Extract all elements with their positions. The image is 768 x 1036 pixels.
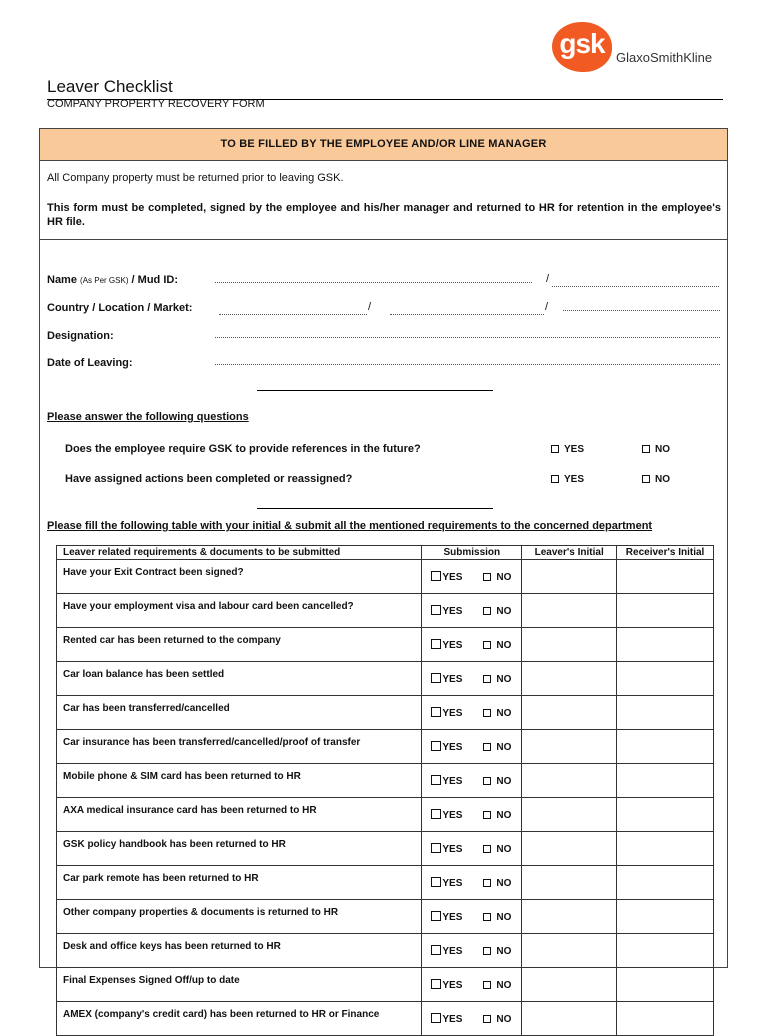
requirement-text: Rented car has been returned to the company bbox=[57, 628, 422, 662]
checkbox-icon[interactable] bbox=[483, 845, 491, 853]
no-label: NO bbox=[655, 474, 670, 485]
submission-yes[interactable] bbox=[431, 1013, 483, 1025]
leaver-initial-cell[interactable] bbox=[522, 628, 617, 662]
receiver-initial-cell[interactable] bbox=[617, 730, 714, 764]
submission-cell bbox=[422, 764, 522, 798]
yes-label: YES bbox=[442, 1013, 463, 1025]
submission-no[interactable] bbox=[483, 844, 511, 855]
leaver-initial-cell[interactable] bbox=[522, 832, 617, 866]
receiver-initial-cell[interactable] bbox=[617, 1002, 714, 1036]
checkbox-icon[interactable] bbox=[483, 879, 491, 887]
checkbox-icon[interactable] bbox=[431, 707, 441, 717]
intro-line-2: This form must be completed, signed by the employee and his/her manager and returned to HR for retention in the employee's HR file. bbox=[47, 202, 721, 228]
submission-cell bbox=[422, 594, 522, 628]
table-row bbox=[57, 560, 714, 594]
requirement-text: Car insurance has been transferred/cancelled/proof of transfer bbox=[57, 730, 422, 764]
leaver-initial-cell[interactable] bbox=[522, 662, 617, 696]
submission-no[interactable] bbox=[483, 810, 511, 821]
country-label: Country / Location / Market: bbox=[47, 302, 193, 314]
submission-yes[interactable] bbox=[431, 843, 483, 855]
checkbox-icon[interactable] bbox=[642, 475, 650, 483]
table-heading: Please fill the following table with your initial & submit all the mentioned requirements to the concerned department bbox=[47, 520, 653, 532]
receiver-initial-cell[interactable] bbox=[617, 934, 714, 968]
leaver-initial-cell[interactable] bbox=[522, 560, 617, 594]
checkbox-icon[interactable] bbox=[431, 775, 441, 785]
submission-yes[interactable] bbox=[431, 673, 483, 685]
submission-yes[interactable] bbox=[431, 639, 483, 651]
checkbox-icon[interactable] bbox=[431, 673, 441, 683]
table-row bbox=[57, 764, 714, 798]
submission-no[interactable] bbox=[483, 1014, 511, 1025]
requirement-text: Have your Exit Contract been signed? bbox=[57, 560, 422, 594]
short-divider-1 bbox=[257, 390, 493, 391]
no-label: NO bbox=[496, 639, 512, 651]
checkbox-icon[interactable] bbox=[483, 675, 491, 683]
leaver-initial-cell[interactable] bbox=[522, 696, 617, 730]
submission-cell bbox=[422, 798, 522, 832]
col-receiver-initial: Receiver's Initial bbox=[617, 546, 714, 560]
submission-no[interactable] bbox=[483, 878, 511, 889]
table-row bbox=[57, 662, 714, 696]
submission-cell bbox=[422, 662, 522, 696]
leaver-initial-cell[interactable] bbox=[522, 968, 617, 1002]
submission-cell bbox=[422, 628, 522, 662]
name-label: Name bbox=[47, 274, 77, 286]
no-label: NO bbox=[496, 775, 512, 787]
references-no-option[interactable] bbox=[642, 444, 670, 455]
no-label: NO bbox=[496, 911, 512, 923]
yes-label: YES bbox=[442, 775, 463, 787]
name-field[interactable] bbox=[215, 282, 532, 283]
yes-label: YES bbox=[442, 741, 463, 753]
mud-id-field[interactable] bbox=[552, 286, 719, 287]
checkbox-icon[interactable] bbox=[431, 911, 441, 921]
no-label: NO bbox=[496, 571, 512, 583]
actions-no-option[interactable] bbox=[642, 474, 670, 485]
checkbox-icon[interactable] bbox=[431, 809, 441, 819]
col-submission: Submission bbox=[422, 546, 522, 560]
table-row bbox=[57, 832, 714, 866]
submission-yes[interactable] bbox=[431, 741, 483, 753]
yes-label: YES bbox=[564, 444, 585, 455]
requirement-text: AXA medical insurance card has been returned to HR bbox=[57, 798, 422, 832]
requirement-text: Have your employment visa and labour card been cancelled? bbox=[57, 594, 422, 628]
checkbox-icon[interactable] bbox=[483, 913, 491, 921]
checkbox-icon[interactable] bbox=[431, 1013, 441, 1023]
submission-yes[interactable] bbox=[431, 707, 483, 719]
no-label: NO bbox=[655, 444, 670, 455]
submission-no[interactable] bbox=[483, 674, 511, 685]
checkbox-icon[interactable] bbox=[483, 607, 491, 615]
leaver-initial-cell[interactable] bbox=[522, 594, 617, 628]
no-label: NO bbox=[496, 605, 512, 617]
checkbox-icon[interactable] bbox=[431, 571, 441, 581]
receiver-initial-cell[interactable] bbox=[617, 968, 714, 1002]
submission-cell bbox=[422, 696, 522, 730]
yes-label: YES bbox=[442, 911, 463, 923]
market-field[interactable] bbox=[563, 310, 720, 311]
name-label-group bbox=[47, 274, 178, 286]
date-of-leaving-field[interactable] bbox=[215, 364, 720, 365]
table-row bbox=[57, 866, 714, 900]
requirement-text: Desk and office keys has been returned to HR bbox=[57, 934, 422, 968]
checkbox-icon[interactable] bbox=[483, 709, 491, 717]
checkbox-icon[interactable] bbox=[431, 945, 441, 955]
yes-label: YES bbox=[442, 877, 463, 889]
no-label: NO bbox=[496, 673, 512, 685]
submission-no[interactable] bbox=[483, 776, 511, 787]
table-row bbox=[57, 968, 714, 1002]
requirement-text: Final Expenses Signed Off/up to date bbox=[57, 968, 422, 1002]
submission-cell bbox=[422, 832, 522, 866]
requirement-text: Other company properties & documents is returned to HR bbox=[57, 900, 422, 934]
section-banner: TO BE FILLED BY THE EMPLOYEE AND/OR LINE MANAGER bbox=[40, 129, 727, 161]
submission-no[interactable] bbox=[483, 708, 511, 719]
checkbox-icon[interactable] bbox=[483, 947, 491, 955]
no-label: NO bbox=[496, 843, 512, 855]
receiver-initial-cell[interactable] bbox=[617, 662, 714, 696]
submission-cell bbox=[422, 866, 522, 900]
submission-no[interactable] bbox=[483, 640, 511, 651]
yes-label: YES bbox=[442, 571, 463, 583]
checkbox-icon[interactable] bbox=[551, 445, 559, 453]
designation-label: Designation: bbox=[47, 330, 114, 342]
submission-yes[interactable] bbox=[431, 877, 483, 889]
no-label: NO bbox=[496, 809, 512, 821]
short-divider-2 bbox=[257, 508, 493, 509]
submission-yes[interactable] bbox=[431, 775, 483, 787]
table-row bbox=[57, 696, 714, 730]
requirement-text: AMEX (company's credit card) has been returned to HR or Finance bbox=[57, 1002, 422, 1036]
no-label: NO bbox=[496, 1013, 512, 1025]
questions-heading: Please answer the following questions bbox=[47, 411, 249, 423]
checkbox-icon[interactable] bbox=[483, 811, 491, 819]
table-row bbox=[57, 594, 714, 628]
requirement-text: Car park remote has been returned to HR bbox=[57, 866, 422, 900]
receiver-initial-cell[interactable] bbox=[617, 696, 714, 730]
requirement-text: GSK policy handbook has been returned to HR bbox=[57, 832, 422, 866]
country-slash-2: / bbox=[545, 301, 549, 313]
country-field[interactable] bbox=[219, 314, 367, 315]
margin-mark bbox=[727, 350, 728, 378]
table-row bbox=[57, 628, 714, 662]
page-subtitle: COMPANY PROPERTY RECOVERY FORM bbox=[47, 98, 265, 110]
checkbox-icon[interactable] bbox=[431, 877, 441, 887]
submission-no[interactable] bbox=[483, 912, 511, 923]
receiver-initial-cell[interactable] bbox=[617, 832, 714, 866]
yes-label: YES bbox=[442, 707, 463, 719]
leaver-initial-cell[interactable] bbox=[522, 900, 617, 934]
checkbox-icon[interactable] bbox=[431, 979, 441, 989]
section-divider bbox=[40, 239, 727, 240]
table-row bbox=[57, 798, 714, 832]
submission-cell bbox=[422, 730, 522, 764]
receiver-initial-cell[interactable] bbox=[617, 628, 714, 662]
checkbox-icon[interactable] bbox=[483, 573, 491, 581]
requirement-text: Mobile phone & SIM card has been returned to HR bbox=[57, 764, 422, 798]
submission-no[interactable] bbox=[483, 606, 511, 617]
yes-label: YES bbox=[442, 639, 463, 651]
question-references: Does the employee require GSK to provide references in the future? bbox=[65, 443, 421, 455]
submission-cell bbox=[422, 968, 522, 1002]
leaver-initial-cell[interactable] bbox=[522, 934, 617, 968]
table-row bbox=[57, 730, 714, 764]
date-of-leaving-label: Date of Leaving: bbox=[47, 357, 133, 369]
name-slash: / bbox=[546, 273, 550, 285]
intro-line-1: All Company property must be returned prior to leaving GSK. bbox=[47, 172, 344, 184]
submission-no[interactable] bbox=[483, 742, 511, 753]
checkbox-icon[interactable] bbox=[431, 639, 441, 649]
no-label: NO bbox=[496, 741, 512, 753]
references-yes-option[interactable] bbox=[551, 444, 584, 455]
submission-cell bbox=[422, 934, 522, 968]
name-note: (As Per GSK) bbox=[80, 276, 129, 285]
no-label: NO bbox=[496, 707, 512, 719]
submission-yes[interactable] bbox=[431, 605, 483, 617]
checkbox-icon[interactable] bbox=[431, 741, 441, 751]
checkbox-icon[interactable] bbox=[551, 475, 559, 483]
table-header-row bbox=[57, 546, 714, 560]
col-leaver-initial: Leaver's Initial bbox=[522, 546, 617, 560]
receiver-initial-cell[interactable] bbox=[617, 594, 714, 628]
checkbox-icon[interactable] bbox=[483, 777, 491, 785]
yes-label: YES bbox=[442, 945, 463, 957]
leaver-initial-cell[interactable] bbox=[522, 1002, 617, 1036]
gsk-logo-mark: gsk bbox=[552, 22, 612, 72]
yes-label: YES bbox=[564, 474, 585, 485]
submission-yes[interactable] bbox=[431, 979, 483, 991]
leaver-initial-cell[interactable] bbox=[522, 866, 617, 900]
table-row bbox=[57, 900, 714, 934]
receiver-initial-cell[interactable] bbox=[617, 560, 714, 594]
submission-no[interactable] bbox=[483, 946, 511, 957]
actions-yes-option[interactable] bbox=[551, 474, 584, 485]
submission-cell bbox=[422, 900, 522, 934]
submission-cell bbox=[422, 1002, 522, 1036]
receiver-initial-cell[interactable] bbox=[617, 798, 714, 832]
no-label: NO bbox=[496, 877, 512, 889]
mud-id-label: / Mud ID: bbox=[131, 274, 178, 286]
requirement-text: Car has been transferred/cancelled bbox=[57, 696, 422, 730]
no-label: NO bbox=[496, 979, 512, 991]
yes-label: YES bbox=[442, 605, 463, 617]
company-name: GlaxoSmithKline bbox=[616, 50, 713, 65]
requirement-text: Car loan balance has been settled bbox=[57, 662, 422, 696]
submission-no[interactable] bbox=[483, 980, 511, 991]
checkbox-icon[interactable] bbox=[483, 1015, 491, 1023]
table-row bbox=[57, 934, 714, 968]
checkbox-icon[interactable] bbox=[483, 743, 491, 751]
checkbox-icon[interactable] bbox=[642, 445, 650, 453]
question-actions: Have assigned actions been completed or reassigned? bbox=[65, 473, 353, 485]
checkbox-icon[interactable] bbox=[483, 641, 491, 649]
location-field[interactable] bbox=[390, 314, 544, 315]
submission-yes[interactable] bbox=[431, 945, 483, 957]
receiver-initial-cell[interactable] bbox=[617, 866, 714, 900]
checkbox-icon[interactable] bbox=[431, 843, 441, 853]
requirements-table bbox=[56, 545, 714, 1036]
receiver-initial-cell[interactable] bbox=[617, 764, 714, 798]
table-body bbox=[57, 560, 714, 1036]
submission-yes[interactable] bbox=[431, 571, 483, 583]
submission-cell bbox=[422, 560, 522, 594]
designation-field[interactable] bbox=[215, 337, 720, 338]
yes-label: YES bbox=[442, 673, 463, 685]
leaver-initial-cell[interactable] bbox=[522, 764, 617, 798]
table-row bbox=[57, 1002, 714, 1036]
country-slash-1: / bbox=[368, 301, 372, 313]
submission-yes[interactable] bbox=[431, 911, 483, 923]
no-label: NO bbox=[496, 945, 512, 957]
receiver-initial-cell[interactable] bbox=[617, 900, 714, 934]
leaver-initial-cell[interactable] bbox=[522, 730, 617, 764]
yes-label: YES bbox=[442, 809, 463, 821]
col-requirements: Leaver related requirements & documents to be submitted bbox=[57, 546, 422, 560]
page-title: Leaver Checklist bbox=[47, 77, 173, 96]
yes-label: YES bbox=[442, 979, 463, 991]
yes-label: YES bbox=[442, 843, 463, 855]
submission-no[interactable] bbox=[483, 572, 511, 583]
checkbox-icon[interactable] bbox=[483, 981, 491, 989]
leaver-initial-cell[interactable] bbox=[522, 798, 617, 832]
submission-yes[interactable] bbox=[431, 809, 483, 821]
checkbox-icon[interactable] bbox=[431, 605, 441, 615]
